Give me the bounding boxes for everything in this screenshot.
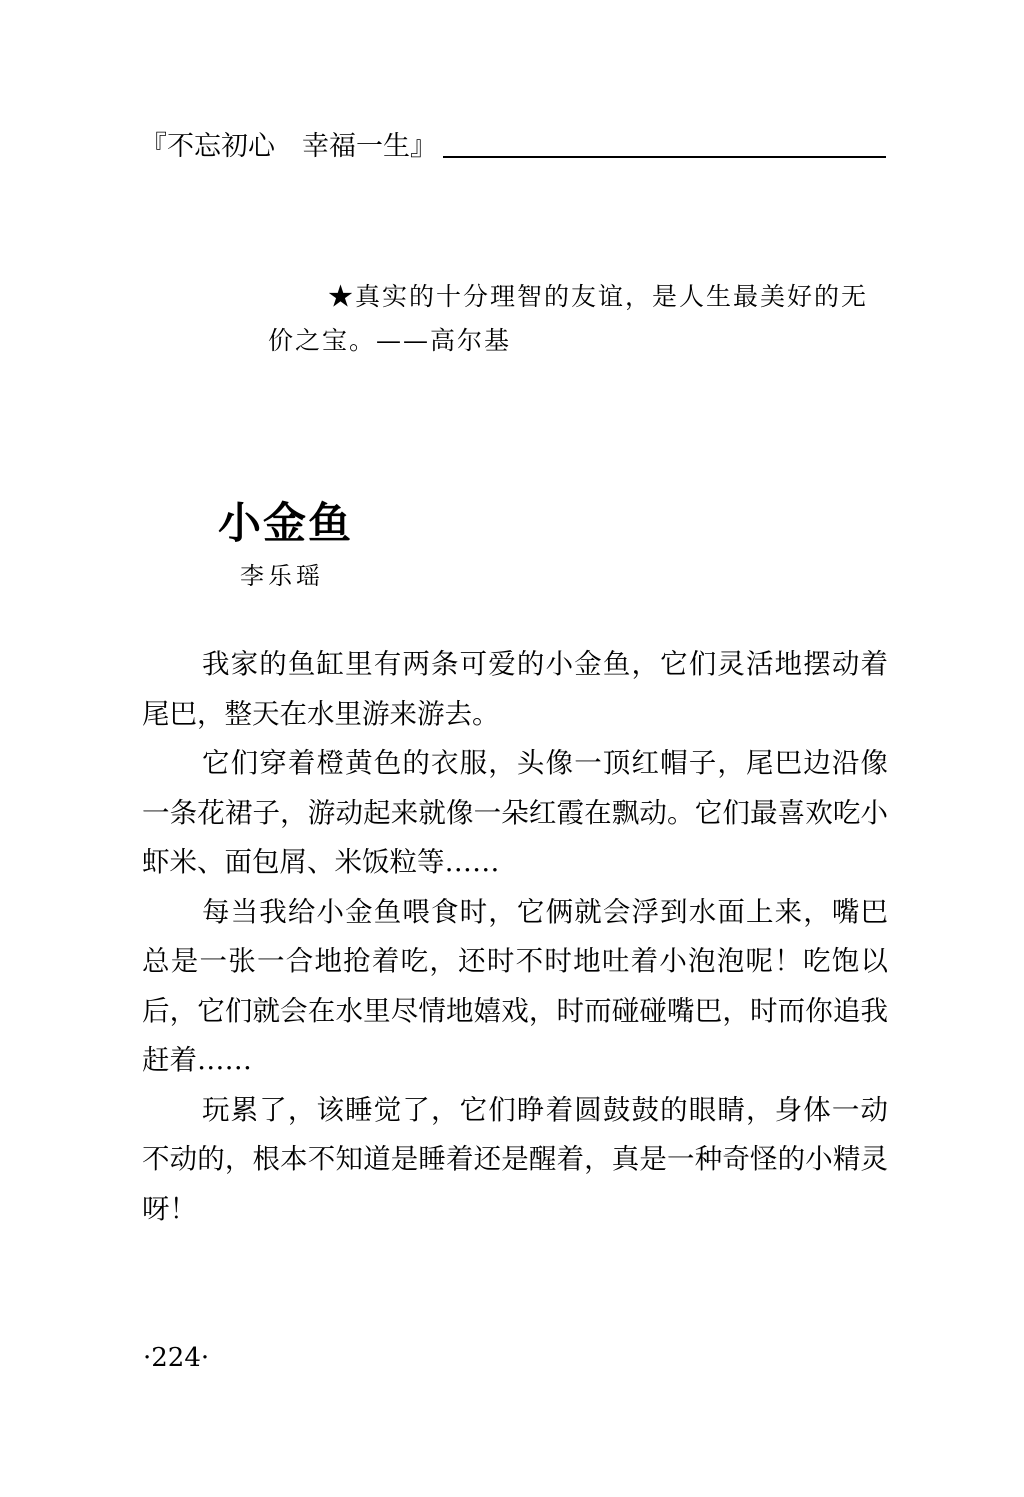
paragraph-3: 每当我给小金鱼喂食时，它俩就会浮到水面上来，嘴巴总是一张一合地抢着吃，还时不时地吐着小泡泡呢！吃饱以后，它们就会在水里尽情地嬉戏，时而碰碰嘴巴，时而你追我赶着……	[142, 895, 888, 1076]
article-author: 李乐瑶	[240, 562, 324, 590]
page-number: ·224·	[143, 1343, 210, 1373]
article-title: 小金鱼	[218, 499, 353, 549]
header-rule	[443, 156, 886, 158]
header-title: 『不忘初心 幸福一生』	[140, 131, 437, 162]
quote-text: ★真实的十分理智的友谊，是人生最美好的无价之宝。——高尔基	[268, 282, 869, 355]
paragraph-1: 我家的鱼缸里有两条可爱的小金鱼，它们灵活地摆动着尾巴，整天在水里游来游去。	[142, 648, 888, 730]
article-body	[142, 640, 888, 1234]
page-header	[140, 128, 886, 162]
paragraph-4: 玩累了，该睡觉了，它们睁着圆鼓鼓的眼睛，身体一动不动的，根本不知道是睡着还是醒着，真是一种奇怪的小精灵呀！	[142, 1093, 888, 1225]
paragraph-2: 它们穿着橙黄色的衣服，头像一顶红帽子，尾巴边沿像一条花裙子，游动起来就像一朵红霞在飘动。它们最喜欢吃小虾米、面包屑、米饭粒等……	[142, 747, 888, 878]
